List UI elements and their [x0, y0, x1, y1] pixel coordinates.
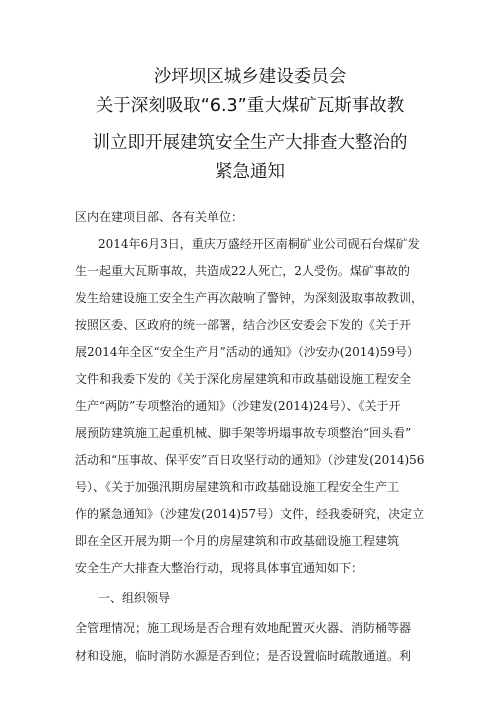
- body-line: 发生给建设施工安全生产再次敲响了警钟，为深刻汲取事故教训，: [75, 291, 424, 305]
- salutation: 区内在建项目部、各有关单位：: [75, 210, 244, 224]
- body-line: 即在全区开展为期一个月的房屋建筑和市政基础设施工程建筑: [75, 534, 400, 548]
- body-line: 按照区委、区政府的统一部署，结合沙区安委会下发的《关于开: [75, 318, 412, 332]
- body-line: 号）、《关于加强汛期房屋建筑和市政基础设施工程安全生产工: [75, 480, 400, 494]
- body-line: 材和设施，临时消防水源是否到位；是否设置临时疏散通道。利: [75, 649, 412, 663]
- body-line: 展预防建筑施工起重机械、脚手架等坍塌事故专项整治“回头看”: [75, 426, 412, 440]
- body-line: 作的紧急通知》（沙建发(2014)57号）文件，经我委研究，决定立: [75, 507, 425, 521]
- section-heading: 一、组织领导: [98, 591, 171, 605]
- notice-title-line-1: 关于深刻吸取“6.3”重大煤矿瓦斯事故教: [95, 96, 405, 116]
- notice-title-line-3: 紧急通知: [215, 162, 285, 182]
- body-line: 2014年6月3日，重庆万盛经开区南桐矿业公司砚石台煤矿发: [98, 237, 420, 251]
- notice-title-line-2: 训立即开展建筑安全生产大排查大整治的: [92, 133, 408, 153]
- issuer-title: 沙坪坝区城乡建设委员会: [153, 67, 347, 87]
- body-line: 生一起重大瓦斯事故，共造成22人死亡，2人受伤。煤矿事故的: [75, 264, 410, 278]
- body-line: 活动和“压事故、保平安”百日攻坚行动的通知》（沙建发(2014)56: [75, 453, 425, 467]
- body-line: 展2014年全区“安全生产月”活动的通知》（沙安办(2014)59号）: [75, 345, 419, 359]
- body-line: 文件和我委下发的《关于深化房屋建筑和市政基础设施工程安全: [75, 372, 412, 386]
- body-line: 安全生产大排查大整治行动，现将具体事宜通知如下：: [75, 561, 364, 575]
- body-line: 生产“两防”专项整治的通知》（沙建发(2014)24号）、《关于开: [75, 399, 401, 413]
- body-line: 全管理情况；施工现场是否合理有效地配置灭火器、消防桶等器: [75, 621, 412, 635]
